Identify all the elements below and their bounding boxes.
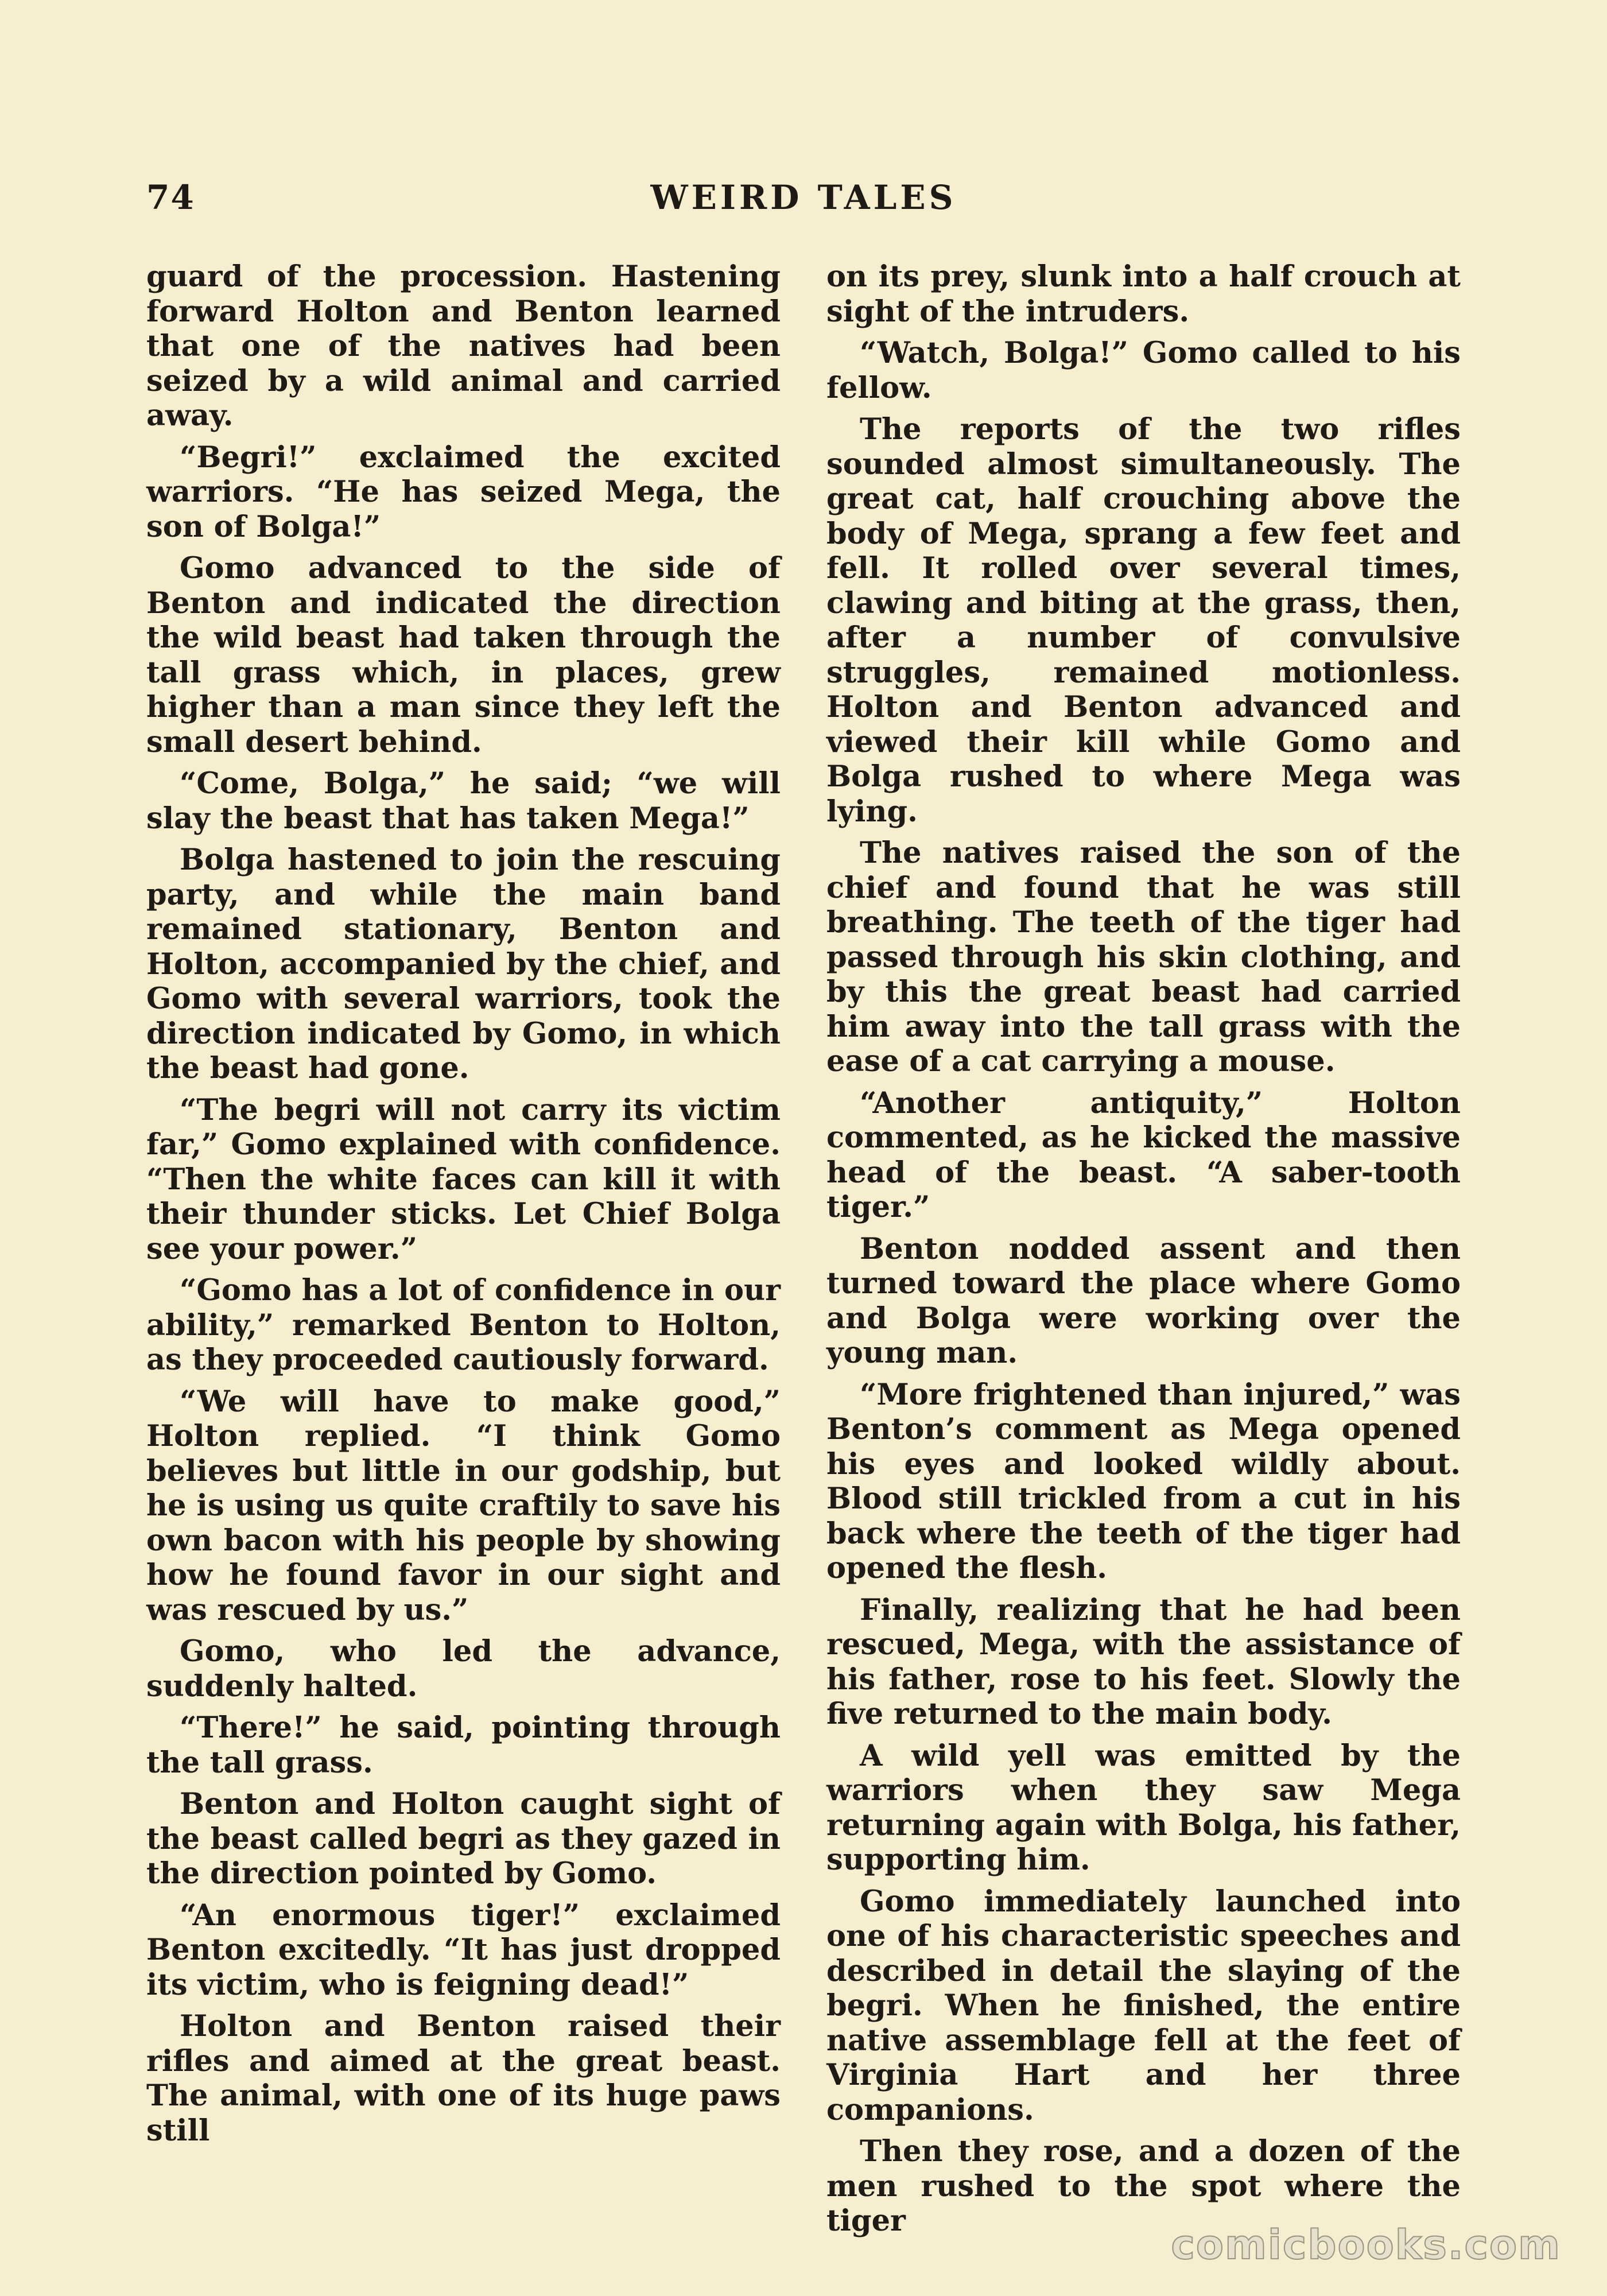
paragraph: “Watch, Bolga!” Gomo called to his fellow. [826, 336, 1461, 405]
paragraph: “Come, Bolga,” he said; “we will slay the beast that has taken Mega!” [146, 766, 781, 836]
paragraph: on its prey, slunk into a half crouch at sight of the intruders. [826, 259, 1461, 329]
page-number: 74 [146, 178, 195, 217]
paragraph: A wild yell was emitted by the warriors when they saw Mega returning again with Bolga, his father, supporting him. [826, 1738, 1461, 1877]
left-column [146, 259, 781, 2148]
text-columns [146, 259, 1461, 2238]
paragraph: Benton and Holton caught sight of the beast called begri as they gazed in the direction pointed by Gomo. [146, 1787, 781, 1891]
page-header [146, 178, 1461, 224]
paragraph: The reports of the two rifles sounded almost simultaneously. The great cat, half crouching above the body of Mega, sprang a few feet and fell. It rolled over several times, clawing and biting at the grass, then, after a number of convulsive struggles, remained motionless. Holton and Benton advanced and viewed their kill while Gomo and Bolga rushed to where Mega was lying. [826, 412, 1461, 829]
paragraph: “An enormous tiger!” exclaimed Benton excitedly. “It has just dropped its victim, who is feigning dead!” [146, 1898, 781, 2002]
site-watermark: comicbooks.com [1171, 2221, 1561, 2268]
paragraph: Finally, realizing that he had been rescued, Mega, with the assistance of his father, rose to his feet. Slowly the five returned to the main body. [826, 1592, 1461, 1731]
running-head: WEIRD TALES [650, 178, 957, 217]
paragraph: “We will have to make good,” Holton replied. “I think Gomo believes but little in our godship, but he is using us quite craftily to save his own bacon with his people by showing how he found favor in our sight and was rescued by us.” [146, 1384, 781, 1627]
paragraph: “Another antiquity,” Holton commented, as he kicked the massive head of the beast. “A saber-tooth tiger.” [826, 1085, 1461, 1224]
paragraph: Holton and Benton raised their rifles and aimed at the great beast. The animal, with one of its huge paws still [146, 2009, 781, 2148]
paragraph: Gomo advanced to the side of Benton and indicated the direction the wild beast had taken through the tall grass which, in places, grew higher than a man since they left the small desert behind. [146, 551, 781, 759]
paragraph: Then they rose, and a dozen of the men rushed to the spot where the tiger [826, 2134, 1461, 2238]
paragraph: “Gomo has a lot of confidence in our ability,” remarked Benton to Holton, as they proceeded cautiously forward. [146, 1273, 781, 1377]
paragraph: “The begri will not carry its victim far,” Gomo explained with confidence. “Then the white faces can kill it with their thunder sticks. Let Chief Bolga see your power.” [146, 1092, 781, 1266]
paragraph: guard of the procession. Hastening forward Holton and Benton learned that one of the natives had been seized by a wild animal and carried away. [146, 259, 781, 433]
paragraph: “More frightened than injured,” was Benton’s comment as Mega opened his eyes and looked wildly about. Blood still trickled from a cut in his back where the teeth of the tiger had opened the flesh. [826, 1377, 1461, 1585]
paragraph: Gomo immediately launched into one of his characteristic speeches and described in detail the slaying of the begri. When he finished, the entire native assemblage fell at the feet of Virginia Hart and her three companions. [826, 1884, 1461, 2127]
paragraph: Benton nodded assent and then turned toward the place where Gomo and Bolga were working over the young man. [826, 1231, 1461, 1370]
right-column [826, 259, 1461, 2238]
paragraph: “There!” he said, pointing through the tall grass. [146, 1711, 781, 1780]
paragraph: Gomo, who led the advance, suddenly halted. [146, 1634, 781, 1704]
paragraph: Bolga hastened to join the rescuing party, and while the main band remained stationary, Benton and Holton, accompanied by the chief, and Gomo with several warriors, took the direction indicated by Gomo, in which the beast had gone. [146, 843, 781, 1085]
paragraph: The natives raised the son of the chief and found that he was still breathing. The teeth of the tiger had passed through his skin clothing, and by this the great beast had carried him away into the tall grass with the ease of a cat carrying a mouse. [826, 836, 1461, 1079]
paragraph: “Begri!” exclaimed the excited warriors. “He has seized Mega, the son of Bolga!” [146, 440, 781, 544]
